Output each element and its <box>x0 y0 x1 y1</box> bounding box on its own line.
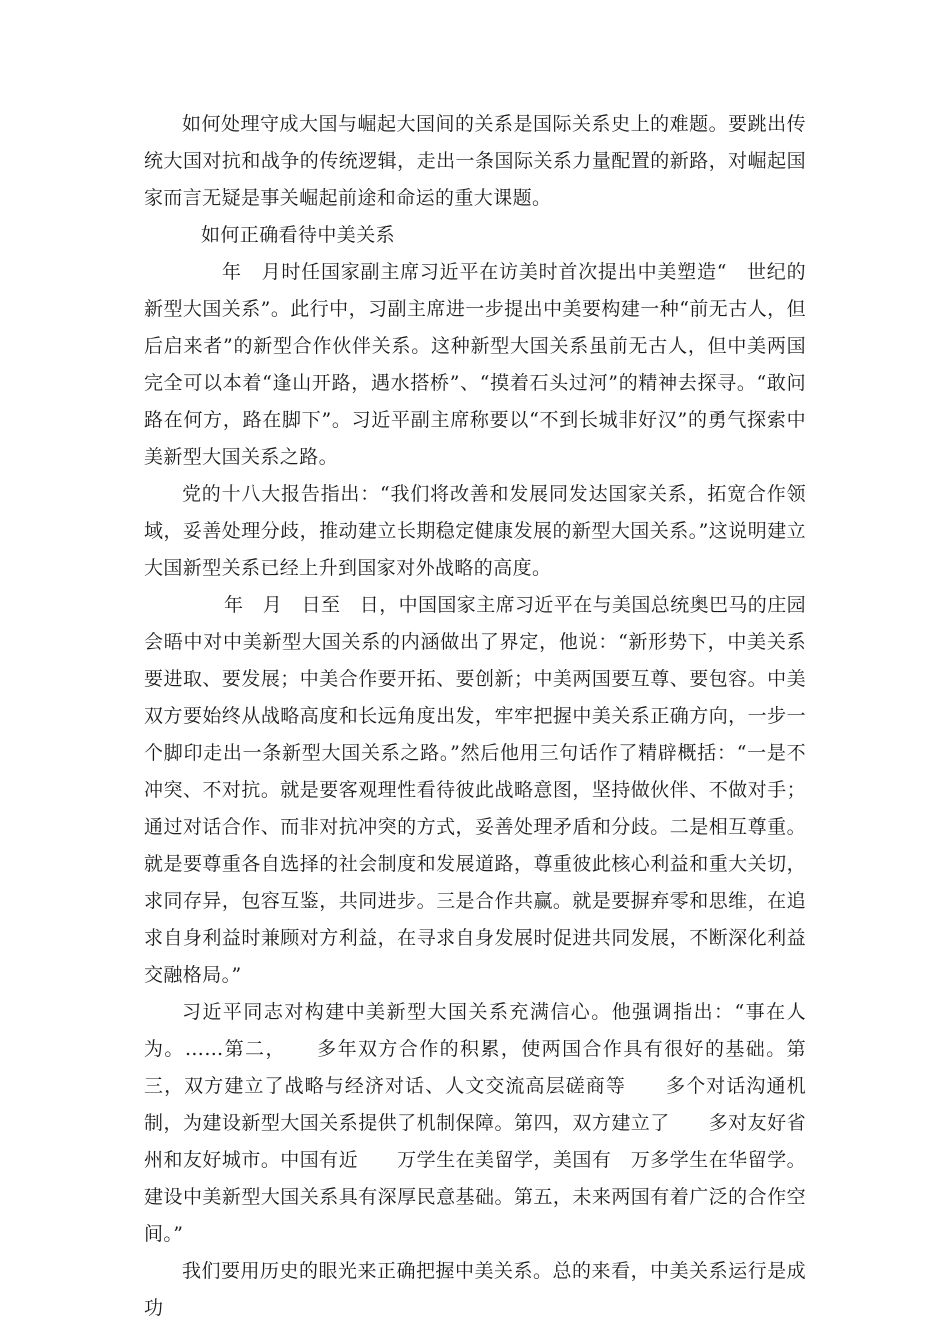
document-page <box>144 106 806 1327</box>
paragraph-summit: 年 月 日至 日，中国国家主席习近平在与美国总统奥巴马的庄园会晤中对中美新型大国关系的内涵做出了界定，他说：“新形势下，中美关系要进取、要发展；中美合作要开拓、要创新；中美两国要互尊、要包容。中美双方要始终从战略高度和长远角度出发，牢牢把握中美关系正确方向，一步一个脚印走出一条新型大国关系之路。”然后他用三句话作了精辟概括：“一是不冲突、不对抗。就是要客观理性看待彼此战略意图，坚持做伙伴、不做对手；通过对话合作、而非对抗冲突的方式，妥善处理矛盾和分歧。二是相互尊重。就是要尊重各自选择的社会制度和发展道路，尊重彼此核心利益和重大关切，求同存异，包容互鉴，共同进步。三是合作共赢。就是要摒弃零和思维，在追求自身利益时兼顾对方利益，在寻求自身发展时促进共同发展，不断深化利益交融格局。” <box>144 594 807 986</box>
paragraph-confidence: 习近平同志对构建中美新型大国关系充满信心。他强调指出：“事在人为。……第二， 多年双方合作的积累，使两国合作具有很好的基础。第三，双方建立了战略与经济对话、人文交流高层磋商等 多个对话沟通机制，为建设新型大国关系提供了机制保障。第四，双方建立了 多对友好省州和友好城市。中国有近 万学生在美留学，美国有 万多学生在华留学。建设中美新型大国关系具有深厚民意基础。第五，未来两国有着广泛的合作空间。” <box>144 1001 806 1245</box>
paragraph-visit: 年 月时任国家副主席习近平在访美时首次提出中美塑造“ 世纪的新型大国关系”。此行中，习副主席进一步提出中美要构建一种“前无古人，但后启来者”的新型合作伙伴关系。这种新型大国关系虽前无古人，但中美两国完全可以本着“逢山开路，遇水搭桥”、“摸着石头过河”的精神去探寻。“敢问路在何方，路在脚下”。习近平副主席称要以“不到长城非好汉”的勇气探索中美新型大国关系之路。 <box>144 261 806 468</box>
section-heading: 如何正确看待中美关系 <box>201 224 396 246</box>
paragraph-history: 我们要用历史的眼光来正确把握中美关系。总的来看，中美关系运行是成功 <box>144 1260 806 1319</box>
paragraph-report: 党的十八大报告指出：“我们将改善和发展同发达国家关系，拓宽合作领域，妥善处理分歧，推动建立长期稳定健康发展的新型大国关系。”这说明建立大国新型关系已经上升到国家对外战略的高度。 <box>144 483 806 579</box>
paragraph-intro: 如何处理守成大国与崛起大国间的关系是国际关系史上的难题。要跳出传统大国对抗和战争的传统逻辑，走出一条国际关系力量配置的新路，对崛起国家而言无疑是事关崛起前途和命运的重大课题。 <box>144 113 806 209</box>
